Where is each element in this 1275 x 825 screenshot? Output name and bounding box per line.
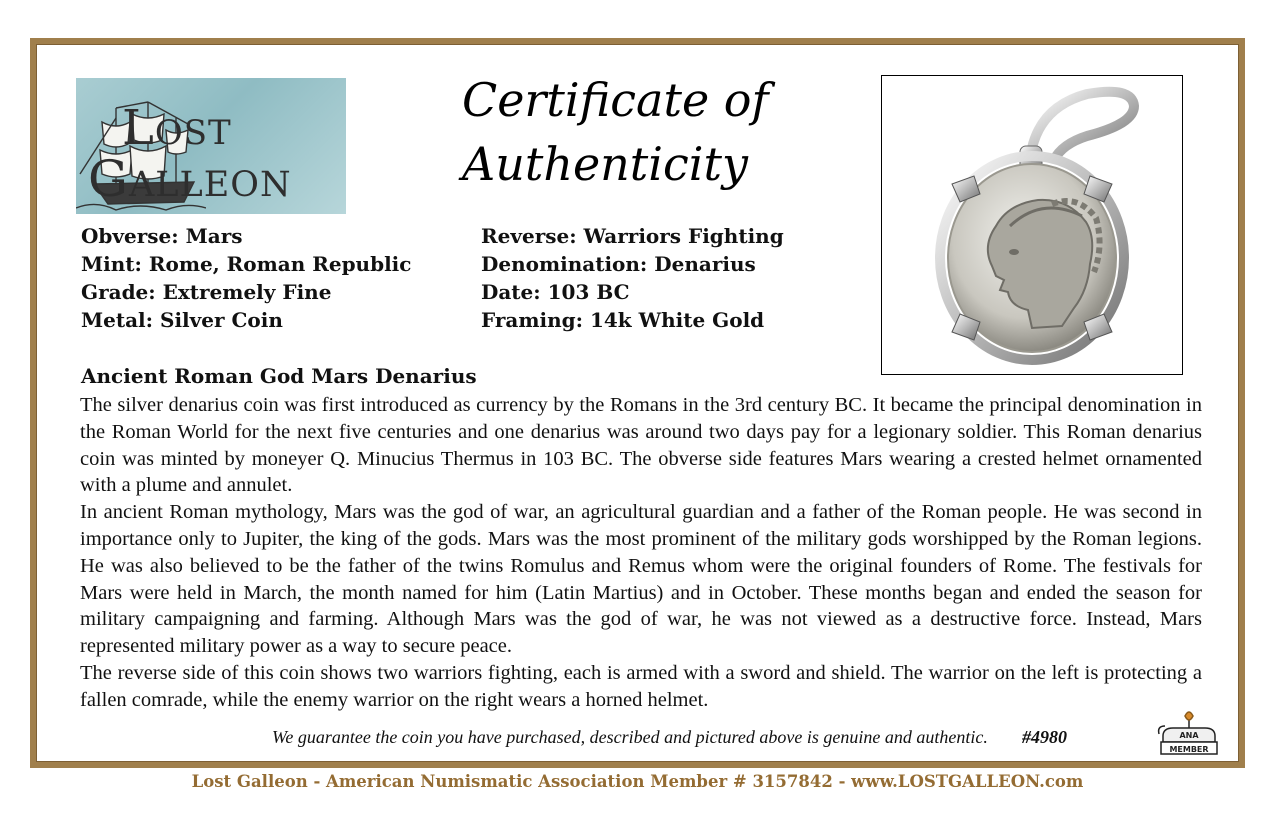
description-paragraph: In ancient Roman mythology, Mars was the god of war, an agricultural guardian and a father of the Roman people. He was second in importance only to Jupiter, the king of the gods. Mars was the most prominent of the military gods worshipped by the Roman legions. He was also believed to be the father of the twins Romulus and Remus whom were the original founders of Rome. The festivals for Mars were held in March, the month named for him (Latin Martius) and in October. These months began and ended the season for military campaigning and farming. Although Mars was the god of war, he was not viewed as a destructive force. Instead, Mars represented military power as a way to secure peace. bbox=[80, 501, 1202, 658]
lost-galleon-logo bbox=[76, 78, 346, 214]
attr-reverse: Reverse: Warriors Fighting bbox=[481, 224, 784, 248]
coin-pendant-image bbox=[882, 76, 1182, 373]
title-line-1: Certificate of bbox=[462, 73, 769, 127]
ana-badge-bottom: MEMBER bbox=[1169, 745, 1209, 754]
certificate-number: #4980 bbox=[1022, 727, 1067, 747]
attr-grade: Grade: Extremely Fine bbox=[81, 280, 332, 304]
ana-badge-top: ANA bbox=[1179, 731, 1199, 740]
logo-text-lost: Lost bbox=[122, 100, 232, 156]
description-heading: Ancient Roman God Mars Denarius bbox=[81, 364, 477, 388]
attr-framing: Framing: 14k White Gold bbox=[481, 308, 765, 332]
description-body bbox=[80, 392, 1202, 714]
attr-date: Date: 103 BC bbox=[481, 280, 630, 304]
attr-mint: Mint: Rome, Roman Republic bbox=[81, 252, 412, 276]
ana-member-badge-icon bbox=[1155, 708, 1223, 758]
certificate-title bbox=[462, 68, 802, 196]
description-paragraph: The silver denarius coin was first introduced as currency by the Romans in the 3rd century BC. It became the principal denomination in the Roman World for the next five centuries and one denarius was around two days pay for a legionary soldier. This Roman denarius coin was minted by moneyer Q. Minucius Thermus in 103 BC. The obverse side features Mars wearing a crested helmet ornamented with a plume and annulet. bbox=[80, 394, 1202, 497]
coin-pendant-photo bbox=[881, 75, 1183, 375]
logo-text-galleon: Galleon bbox=[88, 150, 292, 208]
attributes-left bbox=[81, 222, 411, 334]
attributes-right bbox=[481, 222, 784, 334]
guarantee-statement: We guarantee the coin you have purchased, described and pictured above is genuine and authentic. bbox=[272, 727, 988, 747]
attr-metal: Metal: Silver Coin bbox=[81, 308, 283, 332]
description-paragraph: The reverse side of this coin shows two warriors fighting, each is armed with a sword and shield. The warrior on the left is protecting a fallen comrade, while the enemy warrior on the right wears a horned helmet. bbox=[80, 661, 1202, 711]
attr-denomination: Denomination: Denarius bbox=[481, 252, 756, 276]
title-line-2: Authenticity bbox=[462, 137, 748, 191]
footer-text: Lost Galleon - American Numismatic Association Member # 3157842 - www.LOSTGALLEON.com bbox=[191, 772, 1084, 791]
attr-obverse: Obverse: Mars bbox=[81, 224, 243, 248]
